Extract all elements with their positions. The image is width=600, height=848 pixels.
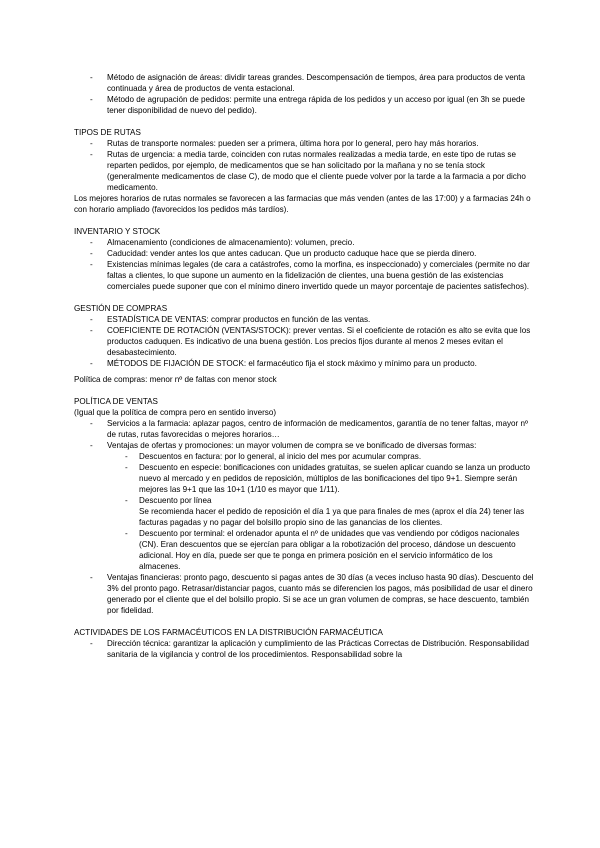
section-heading-inventory: INVENTARIO Y STOCK <box>74 227 161 236</box>
list-item: - Dirección técnica: garantizar la aplicación y cumplimiento de las Prácticas Correctas de Distribución. Responsabilidad sanitaria de la vigilancia y control de los procedimientos. Responsabilidad sobre la <box>74 638 534 660</box>
activities-section <box>74 627 534 660</box>
document-body <box>74 72 534 660</box>
list-item: - Descuento por terminal: el ordenador apunta el nº de unidades que vas vendiendo por códigos nacionales (CN). Eran descuentos que se ejercían para obligar a la robotización del proceso, dándose un descuento adicional. Hoy en día, puede ser que te ponga en primera posición en el servicio informático de los almacenes. <box>107 528 534 572</box>
sales-list <box>74 418 534 616</box>
list-item: - Descuentos en factura: por lo general, al inicio del mes por acumular compras. <box>107 451 534 462</box>
intro-list <box>74 72 534 116</box>
discounts-list <box>107 451 534 572</box>
list-item: - Ventajas financieras: pronto pago, descuento si pagas antes de 30 días (a veces incluso hasta 90 días). Descuento del 3% del pronto pago. Retrasar/distanciar pagos, cuanto más se diferencien los pagos, más posibilidad de usar el dinero generado por el cliente que el del bolsillo propio. Si se ace un gran volumen de compras, se hace descuento, también por fidelidad. <box>74 572 534 616</box>
list-item: - Existencias mínimas legales (de cara a catástrofes, como la morfina, es inspeccionado) y comerciales (permite no dar faltas a clientes, lo que supone un aumento en la fidelización de clientes, una buena gestión de las existencias comerciales puede suponer que con el mínimo dinero invertido quede un mayor porcentaje de pacientes satisfechos). <box>74 259 534 292</box>
purchasing-section <box>74 303 534 385</box>
list-item: - Almacenamiento (condiciones de almacenamiento): volumen, precio. <box>74 237 534 248</box>
section-heading-activities: ACTIVIDADES DE LOS FARMACÉUTICOS EN LA DISTRIBUCIÓN FARMACÉUTICA <box>74 628 383 637</box>
inventory-section <box>74 226 534 292</box>
section-heading-purchasing: GESTIÓN DE COMPRAS <box>74 304 168 313</box>
list-item: - ESTADÍSTICA DE VENTAS: comprar productos en función de las ventas. <box>74 314 534 325</box>
purchasing-note: Política de compras: menor nº de faltas con menor stock <box>74 375 277 384</box>
sales-subtitle: (Igual que la política de compra pero en sentido inverso) <box>74 408 277 417</box>
list-item: - Caducidad: vender antes los que antes caducan. Que un producto caduque hace que se pierda dinero. <box>74 248 534 259</box>
list-item: - COEFICIENTE DE ROTACIÓN (VENTAS/STOCK): prever ventas. Si el coeficiente de rotación es alto se evita que los productos caduquen. Es indicativo de una buena gestión. Los precios fijos durante al menos 2 meses evitan el desabastecimiento. <box>74 325 534 358</box>
list-item: - Servicios a la farmacia: aplazar pagos, centro de información de medicamentos, garantía de no tener faltas, mayor nº de rutas, rutas favorecidas o mejores horarios… <box>74 418 534 440</box>
list-item: - Método de asignación de áreas: dividir tareas grandes. Descompensación de tiempos, área para productos de venta continuada y área de productos de venta estacional. <box>74 72 534 94</box>
list-item: - Descuento en especie: bonificaciones con unidades gratuitas, se suelen aplicar cuando se lanza un producto nuevo al mercado y en pedidos de reposición, múltiplos de las bonificaciones del tipo 9+1. Siempre serán mejores las 9+1 que las 10+1 (1/10 es mayor que 1/11). <box>107 462 534 495</box>
routes-section <box>74 127 534 215</box>
routes-note: Los mejores horarios de rutas normales se favorecen a las farmacias que más venden (antes de las 17:00) y a farmacias 24h o con horario ampliado (favorecidos los pedidos más tardíos). <box>74 194 531 214</box>
list-item: - Descuento por línea Se recomienda hacer el pedido de reposición el día 1 ya que para finales de mes (aprox el día 24) tener las facturas pagadas y no pagar del bolsillo propio sino de las ganancias de los clientes. <box>107 495 534 528</box>
list-item: - Método de agrupación de pedidos: permite una entrega rápida de los pedidos y un acceso por igual (en 3h se puede tener disponibilidad de nuevo del pedido). <box>74 94 534 116</box>
offers-text: Ventajas de ofertas y promociones: un mayor volumen de compra se ve bonificado de diversas formas: <box>107 441 477 450</box>
section-heading-routes: TIPOS DE RUTAS <box>74 128 141 137</box>
inventory-list <box>74 237 534 292</box>
activities-list <box>74 638 534 660</box>
list-item <box>74 440 534 572</box>
intro-section <box>74 72 534 116</box>
routes-list <box>74 138 534 193</box>
section-heading-sales: POLÍTICA DE VENTAS <box>74 397 158 406</box>
sales-section <box>74 396 534 616</box>
list-item: - MÉTODOS DE FIJACIÓN DE STOCK: el farmacéutico fija el stock máximo y mínimo para un producto. <box>74 358 534 369</box>
purchasing-list <box>74 314 534 369</box>
list-item: - Rutas de urgencia: a media tarde, coinciden con rutas normales realizadas a media tarde, en este tipo de rutas se reparten pedidos, por ejemplo, de medicamentos que se han solicitado por la mañana y no se tenía stock (generalmente medicamentos de clase C), de modo que el cliente puede volver por la tarde a la farmacia a por dicho medicamento. <box>74 149 534 193</box>
list-item: - Rutas de transporte normales: pueden ser a primera, última hora por lo general, pero hay más horarios. <box>74 138 534 149</box>
